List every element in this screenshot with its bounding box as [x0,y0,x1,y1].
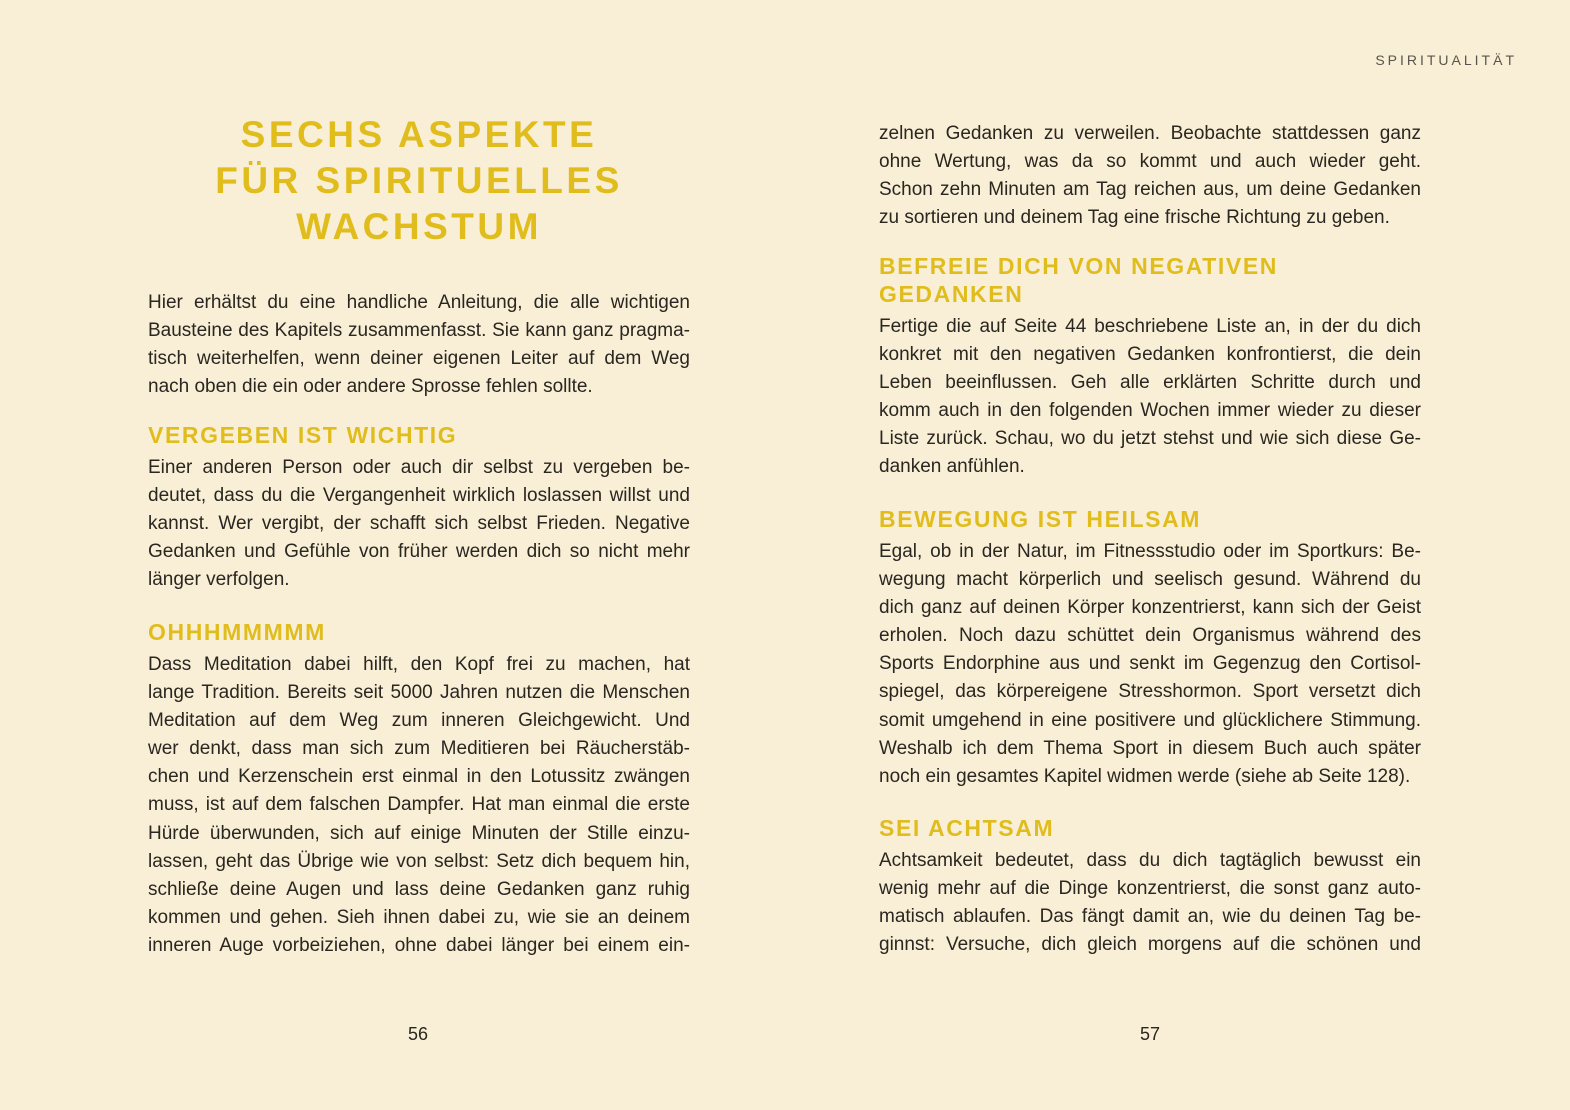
text-line: danken anfühlen. [879,456,1025,478]
section-bewegung [879,505,1421,791]
text-line: tisch weiterhelfen, wenn deiner eigenen Leiter auf dem Weg [148,348,690,370]
page-number: 56 [408,1024,429,1044]
page-number: 57 [1140,1024,1161,1044]
section-befreie [879,252,1421,482]
text-line: inneren Auge vorbeiziehen, ohne dabei länger bei einem ein- [148,934,690,956]
text-line: kommen und gehen. Sieh ihnen dabei zu, wie sie an deinem [148,906,690,928]
text-line: spiegel, das körpereigene Stresshormon. Sport versetzt dich [879,681,1421,703]
text-line: dich ganz auf deinen Körper konzentrierst, kann sich der Geist [879,597,1421,619]
text-line: schließe deine Augen und lass deine Gedanken ganz ruhig [148,878,690,900]
text-line: Dass Meditation dabei hilft, den Kopf frei zu machen, hat [148,654,690,675]
text-line: wer denkt, dass man sich zum Meditieren bei Räucherstäb- [148,738,690,760]
text-line: noch ein gesamtes Kapitel widmen werde (siehe ab Seite 128). [879,765,1411,787]
text-line: Weshalb ich dem Thema Sport in diesem Buch auch später [879,737,1421,759]
right-page [785,0,1570,1110]
text-line: Einer anderen Person oder auch dir selbst zu vergeben be- [148,457,690,478]
text-line: Sports Endorphine aus und senkt im Gegenzug den Cortisol- [879,653,1421,675]
section-heading [879,252,1421,308]
section-achtsam [879,814,1421,959]
section-vergeben [148,421,690,594]
text-line: Egal, ob in der Natur, im Fitnessstudio oder im Sportkurs: Be- [879,541,1421,562]
text-line: zu sortieren und deinem Tag eine frische Richtung zu geben. [879,207,1390,229]
intro-paragraph [148,289,690,401]
heading-line: GEDANKEN [879,281,1024,307]
text-line: Hürde überwunden, sich auf einige Minuten der Stille einzu- [148,822,690,844]
section-paragraph [879,538,1421,791]
text-line: somit umgehend in eine positivere und glücklichere Stimmung. [879,709,1421,731]
text-line: Schon zehn Minuten am Tag reichen aus, um deine Gedanken [879,179,1421,201]
text-line: wenig mehr auf die Dinge konzentrierst, die sonst ganz auto- [879,878,1421,900]
text-line: Liste zurück. Schau, wo du jetzt stehst und wie sich diese Ge- [879,428,1421,450]
text-line: muss, ist auf dem falschen Dampfer. Hat man einmal die erste [148,794,690,816]
text-line: konkret mit den negativen Gedanken konfrontierst, die dein [879,344,1421,366]
text-line: erholen. Noch dazu schüttet dein Organismus während des [879,625,1421,647]
text-line: matisch ablaufen. Das fängt damit an, wie du deinen Tag be- [879,906,1421,928]
text-line: komm auch in den folgenden Wochen immer wieder zu dieser [879,400,1421,422]
section-heading: SEI ACHTSAM [879,815,1055,841]
text-line: Gedanken und Gefühle von früher werden dich so nicht mehr [148,541,690,563]
continuation-block [879,120,1421,232]
text-line: Fertige die auf Seite 44 beschriebene Liste an, in der du dich [879,316,1421,337]
title-line: SECHS ASPEKTE [240,114,598,155]
text-line: Hier erhältst du eine handliche Anleitung, die alle wichtigen [148,292,690,313]
section-paragraph [148,454,690,594]
section-paragraph [879,313,1421,482]
text-line: ginnst: Versuche, dich gleich morgens auf die schönen und [879,934,1421,956]
section-heading: OHHHMMMMM [148,619,326,645]
heading-line: BEFREIE DICH VON NEGATIVEN [879,253,1278,279]
text-line: chen und Kerzenschein erst einmal in den Lotussitz zwängen [148,766,690,788]
running-head: SPIRITUALITÄT [1375,52,1517,68]
section-ohm [148,618,690,960]
text-line: deutet, dass du die Vergangenheit wirklich loslassen willst und [148,485,690,507]
section-paragraph [148,651,690,960]
section-heading: VERGEBEN IST WICHTIG [148,422,458,448]
text-line: nach oben die ein oder andere Sprosse fehlen sollte. [148,376,593,398]
intro-block [148,289,690,401]
text-line: Meditation auf dem Weg zum inneren Gleichgewicht. Und [148,710,690,732]
section-heading: BEWEGUNG IST HEILSAM [879,506,1202,532]
text-line: länger verfolgen. [148,569,290,591]
text-line: Bausteine des Kapitels zusammenfasst. Sie kann ganz pragma- [148,320,690,342]
continuation-paragraph [879,120,1421,232]
text-line: lassen, geht das Übrige wie von selbst: Setz dich bequem hin, [148,850,690,872]
text-line: Leben beeinflussen. Geh alle erklärten Schritte durch und [879,372,1421,394]
text-line: zelnen Gedanken zu verweilen. Beobachte stattdessen ganz [879,123,1421,144]
text-line: lange Tradition. Bereits seit 5000 Jahren nutzen die Menschen [148,682,690,704]
section-paragraph [879,847,1421,959]
text-line: wegung macht körperlich und seelisch gesund. Während du [879,569,1421,591]
text-line: Achtsamkeit bedeutet, dass du dich tagtäglich bewusst ein [879,850,1421,871]
chapter-title [148,112,690,250]
text-line: kannst. Wer vergibt, der schafft sich selbst Frieden. Negative [148,513,690,535]
title-line: FÜR SPIRITUELLES [215,160,623,201]
text-line: ohne Wertung, was da so kommt und auch wieder geht. [879,151,1421,173]
title-line: WACHSTUM [296,206,542,247]
